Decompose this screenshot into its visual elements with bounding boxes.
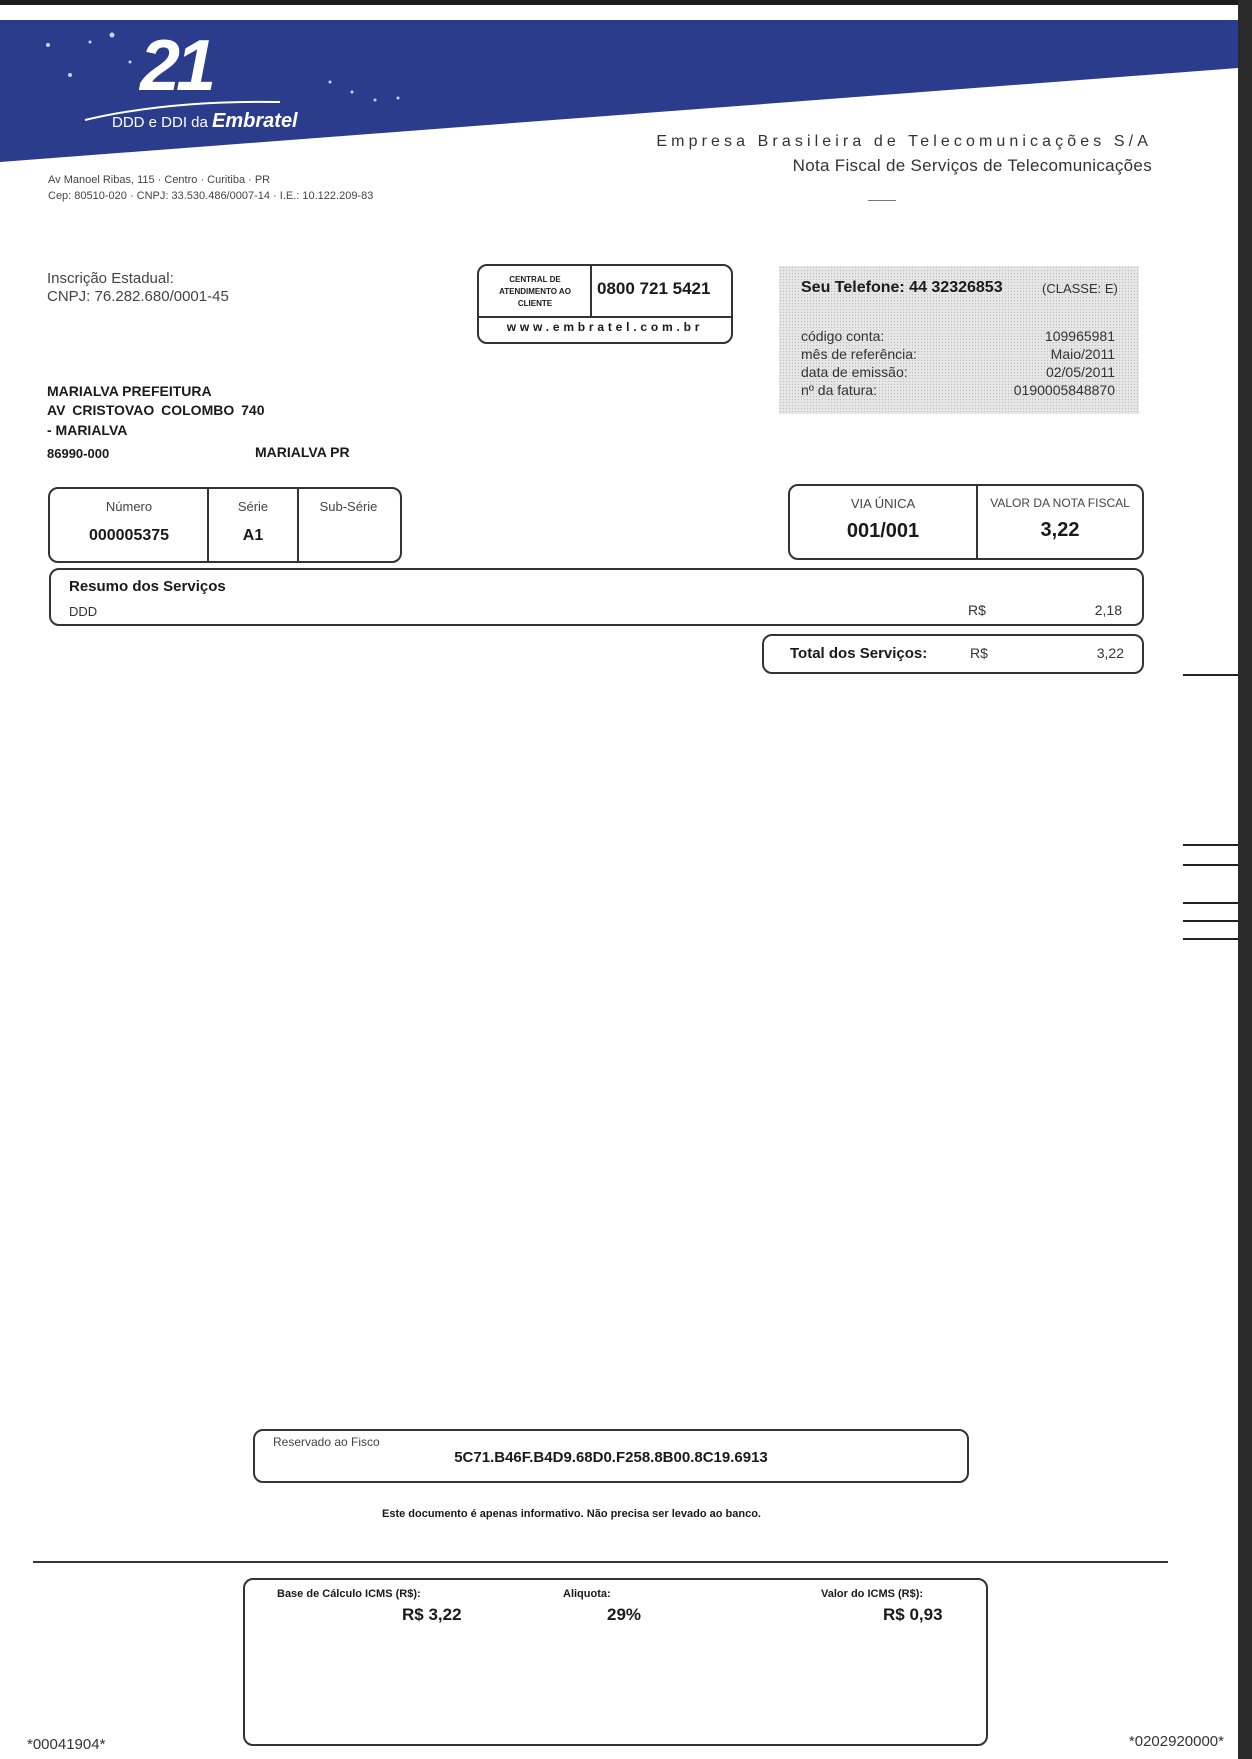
margin-tick <box>1183 864 1238 866</box>
icms-base-value: R$ 3,22 <box>402 1605 462 1624</box>
numero-value: 000005375 <box>88 527 170 544</box>
service-item-name: DDD <box>69 604 98 619</box>
company-address-line2: Cep: 80510-020 · CNPJ: 33.530.486/0007-14 · I.E.: 10.122.209-83 <box>48 190 374 202</box>
customer-district: - MARIALVA <box>47 422 128 438</box>
services-summary-box <box>49 568 1144 626</box>
account-row-conta-label: código conta: <box>801 328 885 344</box>
account-row-conta-value: 109965981 <box>1044 328 1115 344</box>
support-box <box>477 264 733 344</box>
icms-valor-value: R$ 0,93 <box>883 1605 943 1624</box>
service-item-amount: 2,18 <box>1094 602 1122 618</box>
fisco-box <box>253 1429 969 1483</box>
company-name: Empresa Brasileira de Telecomunicações S/A <box>656 133 1152 150</box>
via-value: 001/001 <box>846 520 920 542</box>
account-row-fatura-value: 0190005848870 <box>1013 382 1115 398</box>
account-row-mes-label: mês de referência: <box>801 346 917 362</box>
customer-name: MARIALVA PREFEITURA <box>47 383 212 399</box>
icms-base-label: Base de Cálculo ICMS (R$): <box>277 1588 421 1600</box>
invoice-value-box <box>788 484 1144 560</box>
services-total-label: Total dos Serviços: <box>790 645 928 662</box>
fisco-label: Reservado ao Fisco <box>273 1435 380 1449</box>
customer-city: MARIALVA PR <box>255 444 350 460</box>
fisco-code: 5C71.B46F.B4D9.68D0.F258.8B00.8C19.6913 <box>454 1449 768 1466</box>
serie-label: Série <box>237 499 269 514</box>
support-phone[interactable]: 0800 721 5421 <box>597 279 711 298</box>
service-item-currency: R$ <box>968 602 986 618</box>
margin-tick <box>1183 674 1238 676</box>
informative-notice: Este documento é apenas informativo. Não precisa ser levado ao banco. <box>381 1508 761 1520</box>
inscricao-estadual-label: Inscrição Estadual: <box>47 270 174 287</box>
right-edge <box>1238 0 1252 1759</box>
account-row-emissao-label: data de emissão: <box>801 364 908 380</box>
support-divider <box>590 266 592 316</box>
account-row-fatura-label: nº da fatura: <box>801 382 877 398</box>
margin-tick <box>1183 920 1238 922</box>
barcode-left-text: *00041904* <box>27 1736 106 1753</box>
valor-value: 3,22 <box>1040 519 1080 541</box>
services-total-value: 3,22 <box>1096 645 1124 661</box>
numero-label: Número <box>105 499 153 514</box>
account-panel <box>779 266 1139 414</box>
account-row-emissao-value: 02/05/2011 <box>1045 364 1115 380</box>
margin-tick <box>1183 844 1238 846</box>
icms-aliquota-value: 29% <box>607 1605 642 1624</box>
icms-box <box>243 1578 988 1746</box>
services-title: Resumo dos Serviços <box>69 578 226 595</box>
margin-tick <box>1183 938 1238 940</box>
section-divider <box>33 1561 1168 1563</box>
valor-label: VALOR DA NOTA FISCAL <box>990 496 1130 510</box>
icms-aliquota-label: Aliquota: <box>563 1588 611 1600</box>
via-label: VIA ÚNICA <box>850 496 916 511</box>
account-phone: Seu Telefone: 44 32326853 <box>801 279 1003 296</box>
support-website[interactable]: www.embratel.com.br <box>506 320 704 334</box>
logo-brand-text: Embratel <box>212 110 298 132</box>
margin-tick <box>1183 902 1238 904</box>
invoice-number-box <box>48 487 402 563</box>
support-hdivider <box>479 316 731 318</box>
top-edge <box>0 0 1252 5</box>
icms-valor-label: Valor do ICMS (R$): <box>821 1588 924 1600</box>
logo-number: 21 <box>140 26 213 106</box>
logo-tagline <box>112 110 298 133</box>
customer-street: AV CRISTOVAO COLOMBO 740 <box>47 402 265 418</box>
services-total-box <box>762 634 1144 674</box>
customer-cep: 86990-000 <box>47 446 110 461</box>
account-class: (CLASSE: E) <box>1042 281 1118 296</box>
serie-value: A1 <box>242 527 264 544</box>
document-type: Nota Fiscal de Serviços de Telecomunicações <box>792 156 1152 175</box>
support-label: CENTRAL DE ATENDIMENTO AO CLIENTE <box>499 275 571 308</box>
logo-tagline-text: DDD e DDI da <box>112 114 208 131</box>
company-address-line1: Av Manoel Ribas, 115 · Centro · Curitiba · PR <box>48 174 271 186</box>
issuer-cnpj: CNPJ: 76.282.680/0001-45 <box>47 288 229 305</box>
services-total-currency: R$ <box>970 645 988 661</box>
barcode-right-text: *0202920000* <box>1128 1733 1224 1750</box>
account-row-mes-value: Maio/2011 <box>1050 346 1115 362</box>
document-dash <box>868 200 896 201</box>
subserie-label: Sub-Série <box>319 499 378 514</box>
